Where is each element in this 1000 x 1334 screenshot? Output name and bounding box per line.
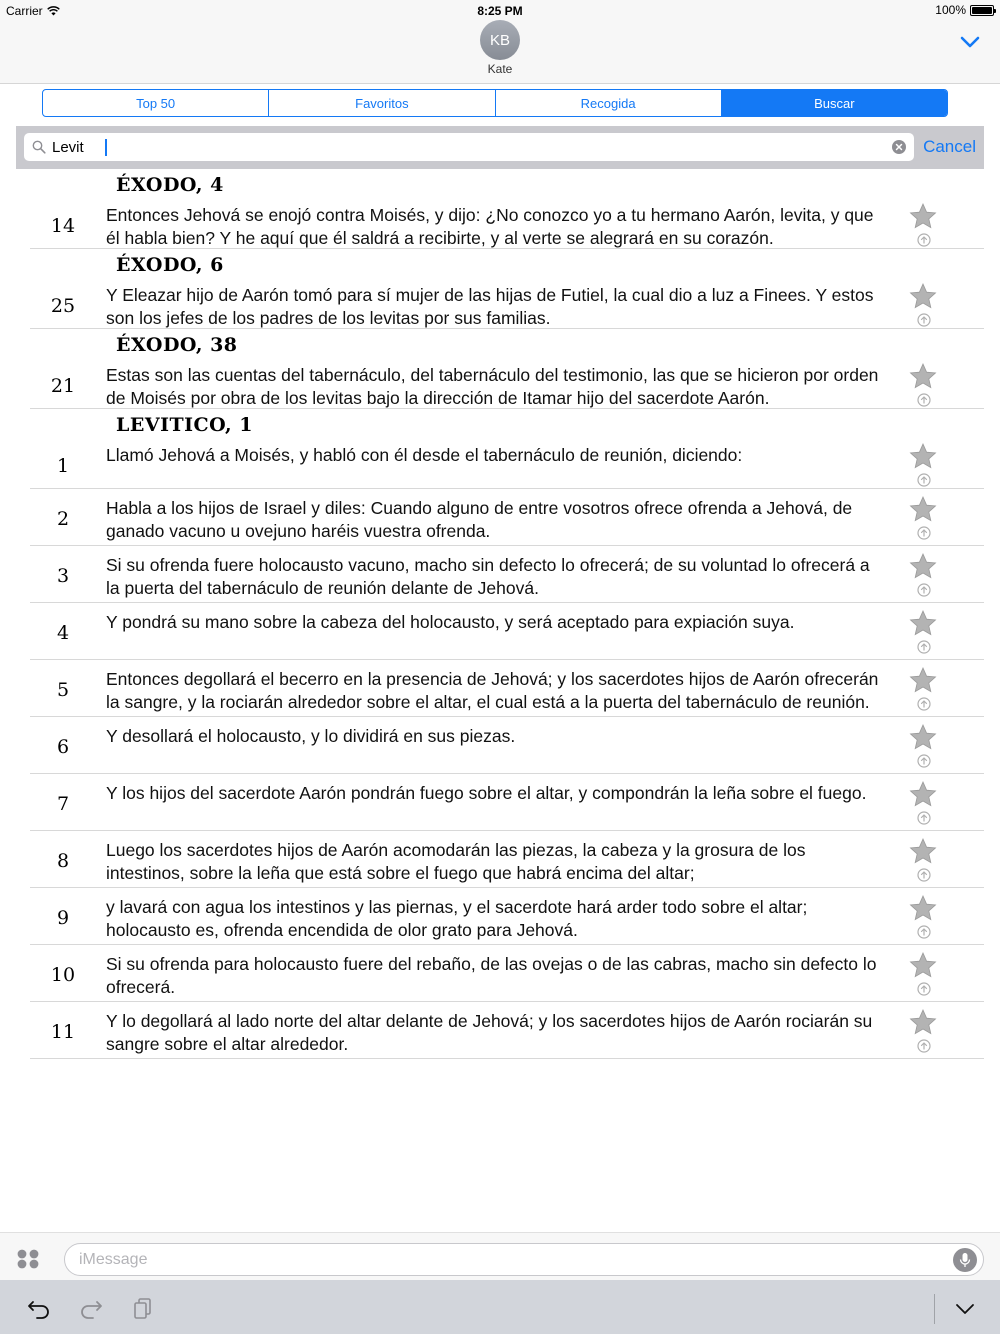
share-icon[interactable]: [917, 754, 931, 768]
verse-number: 11: [50, 1021, 76, 1043]
battery: [935, 3, 994, 17]
star-icon[interactable]: [908, 495, 938, 523]
result-row[interactable]: [30, 329, 984, 409]
keyboard-dismiss-icon[interactable]: [952, 1296, 978, 1320]
result-row[interactable]: [30, 774, 984, 831]
verse-number: 21: [50, 375, 76, 397]
contact-name[interactable]: Kate: [487, 62, 513, 76]
verse-number: 5: [56, 679, 70, 701]
clock: 8:25 PM: [477, 4, 523, 18]
divider: [934, 1294, 935, 1324]
star-icon[interactable]: [908, 362, 938, 390]
search-field[interactable]: [24, 133, 914, 161]
keyboard-shortcut-bar: [0, 1280, 1000, 1334]
book-heading: ÉXODO, 38: [116, 334, 238, 356]
verse-text: Entonces degollará el becerro en la presencia de Jehová; y los sacerdotes hijos de Aarón ofrecerán la sangre, y la rociarán alrededor sobre el altar, el cual está a la puerta del tabernáculo de reunión.: [106, 669, 879, 712]
share-icon[interactable]: [917, 1039, 931, 1053]
book-heading: ÉXODO, 6: [116, 254, 224, 276]
verse-text: Y los hijos del sacerdote Aarón pondrán fuego sobre el altar, y compondrán la leña sobre el fuego.: [106, 783, 867, 803]
undo-icon[interactable]: [26, 1296, 52, 1320]
microphone-icon[interactable]: [953, 1248, 977, 1272]
result-row[interactable]: [30, 717, 984, 774]
share-icon[interactable]: [917, 393, 931, 407]
verse-text: Y lo degollará al lado norte del altar delante de Jehová; y los sacerdotes hijos de Aarón rociarán su sangre sobre el altar alrededor.: [106, 1011, 873, 1054]
tab-buscar[interactable]: Buscar: [722, 90, 947, 116]
message-field[interactable]: [64, 1243, 984, 1276]
verse-text: Llamó Jehová a Moisés, y habló con él desde el tabernáculo de reunión, diciendo:: [106, 445, 743, 465]
result-row[interactable]: [30, 409, 984, 489]
verse-text: Si su ofrenda fuere holocausto vacuno, macho sin defecto lo ofrecerá; de su voluntad lo ofrecerá a la puerta del tabernáculo de reunión delante de Jehová.: [106, 555, 870, 598]
redo-icon[interactable]: [78, 1296, 104, 1320]
verse-text: Si su ofrenda para holocausto fuere del rebaño, de las ovejas o de las cabras, macho sin defecto lo ofrecerá.: [106, 954, 877, 997]
message-input[interactable]: [79, 1250, 939, 1270]
share-icon[interactable]: [917, 640, 931, 654]
verse-number: 9: [56, 907, 70, 929]
tab-recogida[interactable]: Recogida: [496, 90, 722, 116]
star-icon[interactable]: [908, 202, 938, 230]
result-row[interactable]: [30, 603, 984, 660]
verse-number: 25: [50, 295, 76, 317]
message-bar: [0, 1232, 1000, 1280]
share-icon[interactable]: [917, 982, 931, 996]
verse-text: Luego los sacerdotes hijos de Aarón acomodarán las piezas, la cabeza y la grosura de los intestinos, sobre la leña que está sobre el fuego que habrá encima del altar;: [106, 840, 806, 883]
apps-icon[interactable]: [16, 1249, 40, 1269]
clear-icon[interactable]: [892, 140, 906, 154]
verse-number: 10: [50, 964, 76, 986]
status-bar: [0, 0, 1000, 20]
avatar[interactable]: KB: [480, 20, 520, 60]
verse-number: 1: [56, 455, 70, 477]
verse-number: 14: [50, 215, 76, 237]
verse-text: Entonces Jehová se enojó contra Moisés, y dijo: ¿No conozco yo a tu hermano Aarón, levita, y que él habla bien? Y he aquí que él saldrá a recibirte, y al verte se alegrará en su corazón.: [106, 205, 874, 248]
verse-number: 8: [56, 850, 70, 872]
verse-text: Y Eleazar hijo de Aarón tomó para sí mujer de las hijas de Futiel, la cual dio a luz a Finees. Y estos son los jefes de los padres de los levitas por sus familias.: [106, 285, 874, 328]
conversation-header: [0, 20, 1000, 84]
result-row[interactable]: [30, 831, 984, 888]
tab-top-50[interactable]: Top 50: [43, 90, 269, 116]
verse-text: Habla a los hijos de Israel y diles: Cuando alguno de entre vosotros ofrece ofrenda a Jehová, de ganado vacuno u ovejuno haréis vuestra ofrenda.: [106, 498, 853, 541]
battery-icon: [970, 5, 994, 16]
verse-number: 6: [56, 736, 70, 758]
share-icon[interactable]: [917, 473, 931, 487]
result-row[interactable]: [30, 888, 984, 945]
share-icon[interactable]: [917, 925, 931, 939]
star-icon[interactable]: [908, 723, 938, 751]
star-icon[interactable]: [908, 552, 938, 580]
star-icon[interactable]: [908, 442, 938, 470]
book-heading: ÉXODO, 4: [116, 174, 224, 196]
share-icon[interactable]: [917, 868, 931, 882]
share-icon[interactable]: [917, 233, 931, 247]
verse-text: Y pondrá su mano sobre la cabeza del holocausto, y será aceptado para expiación suya.: [106, 612, 795, 632]
share-icon[interactable]: [917, 811, 931, 825]
book-heading: LEVITICO, 1: [116, 414, 254, 436]
segmented-tabs: [42, 89, 948, 117]
verse-number: 7: [56, 793, 70, 815]
share-icon[interactable]: [917, 697, 931, 711]
verse-text: y lavará con agua los intestinos y las piernas, y el sacerdote hará arder todo sobre el altar; holocausto es, ofrenda encendida de olor grato para Jehová.: [106, 897, 808, 940]
star-icon[interactable]: [908, 837, 938, 865]
search-bar: [16, 126, 984, 169]
star-icon[interactable]: [908, 282, 938, 310]
share-icon[interactable]: [917, 313, 931, 327]
cancel-button[interactable]: Cancel: [923, 137, 976, 156]
chevron-down-icon[interactable]: [958, 32, 982, 52]
result-row[interactable]: [30, 169, 984, 249]
text-cursor: [105, 139, 107, 156]
result-row[interactable]: [30, 249, 984, 329]
result-row[interactable]: [30, 945, 984, 1002]
paste-icon[interactable]: [130, 1296, 156, 1320]
star-icon[interactable]: [908, 951, 938, 979]
star-icon[interactable]: [908, 1008, 938, 1036]
tab-favoritos[interactable]: Favoritos: [269, 90, 495, 116]
verse-text: Estas son las cuentas del tabernáculo, del tabernáculo del testimonio, las que se hicieron por orden de Moisés por obra de los levitas bajo la dirección de Itamar hijo del sacerdote Aarón.: [106, 365, 879, 408]
star-icon[interactable]: [908, 609, 938, 637]
verse-number: 4: [56, 622, 70, 644]
result-row[interactable]: [30, 660, 984, 717]
verse-number: 3: [56, 565, 70, 587]
share-icon[interactable]: [917, 583, 931, 597]
verse-number: 2: [56, 508, 70, 530]
star-icon[interactable]: [908, 780, 938, 808]
share-icon[interactable]: [917, 526, 931, 540]
verse-text: Y desollará el holocausto, y lo dividirá en sus piezas.: [106, 726, 516, 746]
carrier-label: Carrier: [6, 4, 43, 18]
star-icon[interactable]: [908, 894, 938, 922]
star-icon[interactable]: [908, 666, 938, 694]
result-row[interactable]: [30, 546, 984, 603]
search-icon: [32, 140, 46, 154]
result-row[interactable]: [30, 489, 984, 546]
battery-percent: 100%: [935, 3, 966, 17]
search-input[interactable]: [52, 136, 882, 158]
result-row[interactable]: [30, 1002, 984, 1059]
